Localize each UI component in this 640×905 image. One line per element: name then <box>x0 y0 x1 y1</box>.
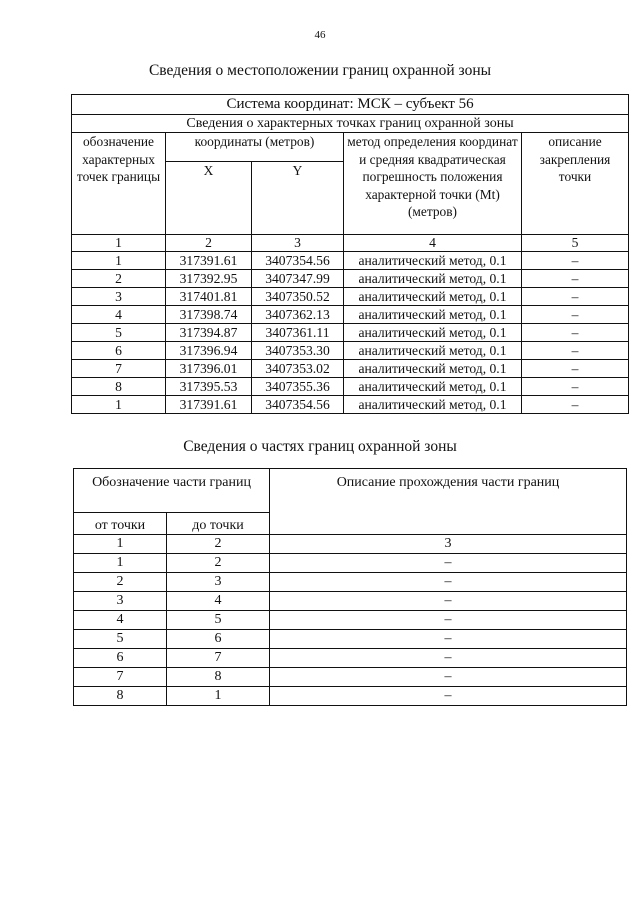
column-number: 2 <box>167 535 270 554</box>
table-row <box>74 668 627 687</box>
section-heading-boundaries: Сведения о местоположении границ охранной зоны <box>148 62 492 79</box>
page-number: 46 <box>314 29 326 41</box>
method-cell: аналитический метод, 0.1 <box>344 288 522 306</box>
description-cell: – <box>522 306 629 324</box>
to-point-cell: 6 <box>167 630 270 649</box>
column-header-to: до точки <box>167 513 270 535</box>
part-description-cell: – <box>270 611 627 630</box>
table-header-row <box>72 115 629 133</box>
from-point-cell: 4 <box>74 611 167 630</box>
x-cell: 317394.87 <box>166 324 252 342</box>
from-point-cell: 5 <box>74 630 167 649</box>
description-cell: – <box>522 324 629 342</box>
table-header-row <box>72 95 629 115</box>
method-cell: аналитический метод, 0.1 <box>344 360 522 378</box>
column-header-method: метод определения координат и средняя квадратическая погрешность положения характерной точки (Mt) (метров) <box>344 133 522 235</box>
table-row <box>74 687 627 706</box>
column-number: 1 <box>72 235 166 252</box>
boundary-points-table <box>71 94 629 414</box>
description-cell: – <box>522 396 629 414</box>
table-row <box>74 649 627 668</box>
coordinate-system-title: Система координат: МСК – субъект 56 <box>72 95 629 115</box>
table-row <box>74 554 627 573</box>
method-cell: аналитический метод, 0.1 <box>344 378 522 396</box>
table-row <box>74 611 627 630</box>
y-cell: 3407350.52 <box>252 288 344 306</box>
x-cell: 317396.01 <box>166 360 252 378</box>
y-cell: 3407354.56 <box>252 396 344 414</box>
table-row <box>72 378 629 396</box>
point-cell: 2 <box>72 270 166 288</box>
point-cell: 1 <box>72 396 166 414</box>
x-cell: 317398.74 <box>166 306 252 324</box>
to-point-cell: 1 <box>167 687 270 706</box>
part-description-cell: – <box>270 687 627 706</box>
table-header-row <box>72 133 629 162</box>
from-point-cell: 6 <box>74 649 167 668</box>
x-cell: 317391.61 <box>166 252 252 270</box>
y-cell: 3407354.56 <box>252 252 344 270</box>
description-cell: – <box>522 378 629 396</box>
y-cell: 3407362.13 <box>252 306 344 324</box>
y-cell: 3407353.02 <box>252 360 344 378</box>
point-cell: 7 <box>72 360 166 378</box>
column-header-coordinates: координаты (метров) <box>166 133 344 162</box>
from-point-cell: 3 <box>74 592 167 611</box>
from-point-cell: 7 <box>74 668 167 687</box>
table-row <box>72 324 629 342</box>
section-heading-parts: Сведения о частях границ охранной зоны <box>183 438 457 455</box>
to-point-cell: 5 <box>167 611 270 630</box>
to-point-cell: 3 <box>167 573 270 592</box>
point-cell: 3 <box>72 288 166 306</box>
column-number: 3 <box>252 235 344 252</box>
table-row <box>74 573 627 592</box>
to-point-cell: 2 <box>167 554 270 573</box>
description-cell: – <box>522 360 629 378</box>
point-cell: 4 <box>72 306 166 324</box>
table-row <box>72 342 629 360</box>
description-cell: – <box>522 252 629 270</box>
table-row <box>72 360 629 378</box>
from-point-cell: 1 <box>74 554 167 573</box>
method-cell: аналитический метод, 0.1 <box>344 306 522 324</box>
y-cell: 3407347.99 <box>252 270 344 288</box>
table-header-row <box>74 469 627 513</box>
x-cell: 317392.95 <box>166 270 252 288</box>
to-point-cell: 8 <box>167 668 270 687</box>
from-point-cell: 8 <box>74 687 167 706</box>
part-description-cell: – <box>270 592 627 611</box>
method-cell: аналитический метод, 0.1 <box>344 270 522 288</box>
table-row <box>72 252 629 270</box>
x-cell: 317391.61 <box>166 396 252 414</box>
table-row <box>72 270 629 288</box>
part-description-cell: – <box>270 668 627 687</box>
x-cell: 317395.53 <box>166 378 252 396</box>
method-cell: аналитический метод, 0.1 <box>344 324 522 342</box>
method-cell: аналитический метод, 0.1 <box>344 396 522 414</box>
part-description-cell: – <box>270 573 627 592</box>
boundary-parts-table <box>73 468 627 706</box>
x-cell: 317401.81 <box>166 288 252 306</box>
part-description-cell: – <box>270 554 627 573</box>
point-cell: 8 <box>72 378 166 396</box>
column-header-from: от точки <box>74 513 167 535</box>
column-header-part-description: Описание прохождения части границ <box>270 469 627 535</box>
point-cell: 6 <box>72 342 166 360</box>
table-row <box>74 592 627 611</box>
column-header-y: Y <box>252 162 344 235</box>
column-number: 2 <box>166 235 252 252</box>
column-header-point: обозначение характерных точек границы <box>72 133 166 235</box>
points-subtitle: Сведения о характерных точках границ охранной зоны <box>72 115 629 133</box>
to-point-cell: 7 <box>167 649 270 668</box>
x-cell: 317396.94 <box>166 342 252 360</box>
point-cell: 5 <box>72 324 166 342</box>
method-cell: аналитический метод, 0.1 <box>344 252 522 270</box>
method-cell: аналитический метод, 0.1 <box>344 342 522 360</box>
y-cell: 3407355.36 <box>252 378 344 396</box>
part-description-cell: – <box>270 649 627 668</box>
table-row <box>74 630 627 649</box>
column-header-x: X <box>166 162 252 235</box>
description-cell: – <box>522 342 629 360</box>
column-header-description: описание закрепления точки <box>522 133 629 235</box>
description-cell: – <box>522 288 629 306</box>
column-number: 4 <box>344 235 522 252</box>
description-cell: – <box>522 270 629 288</box>
column-number-row <box>72 235 629 252</box>
table-row <box>72 396 629 414</box>
column-number: 1 <box>74 535 167 554</box>
part-description-cell: – <box>270 630 627 649</box>
point-cell: 1 <box>72 252 166 270</box>
column-number: 5 <box>522 235 629 252</box>
table-row <box>72 288 629 306</box>
y-cell: 3407361.11 <box>252 324 344 342</box>
table-row <box>72 306 629 324</box>
column-number-row <box>74 535 627 554</box>
column-number: 3 <box>270 535 627 554</box>
column-header-part: Обозначение части границ <box>74 469 270 513</box>
from-point-cell: 2 <box>74 573 167 592</box>
to-point-cell: 4 <box>167 592 270 611</box>
y-cell: 3407353.30 <box>252 342 344 360</box>
